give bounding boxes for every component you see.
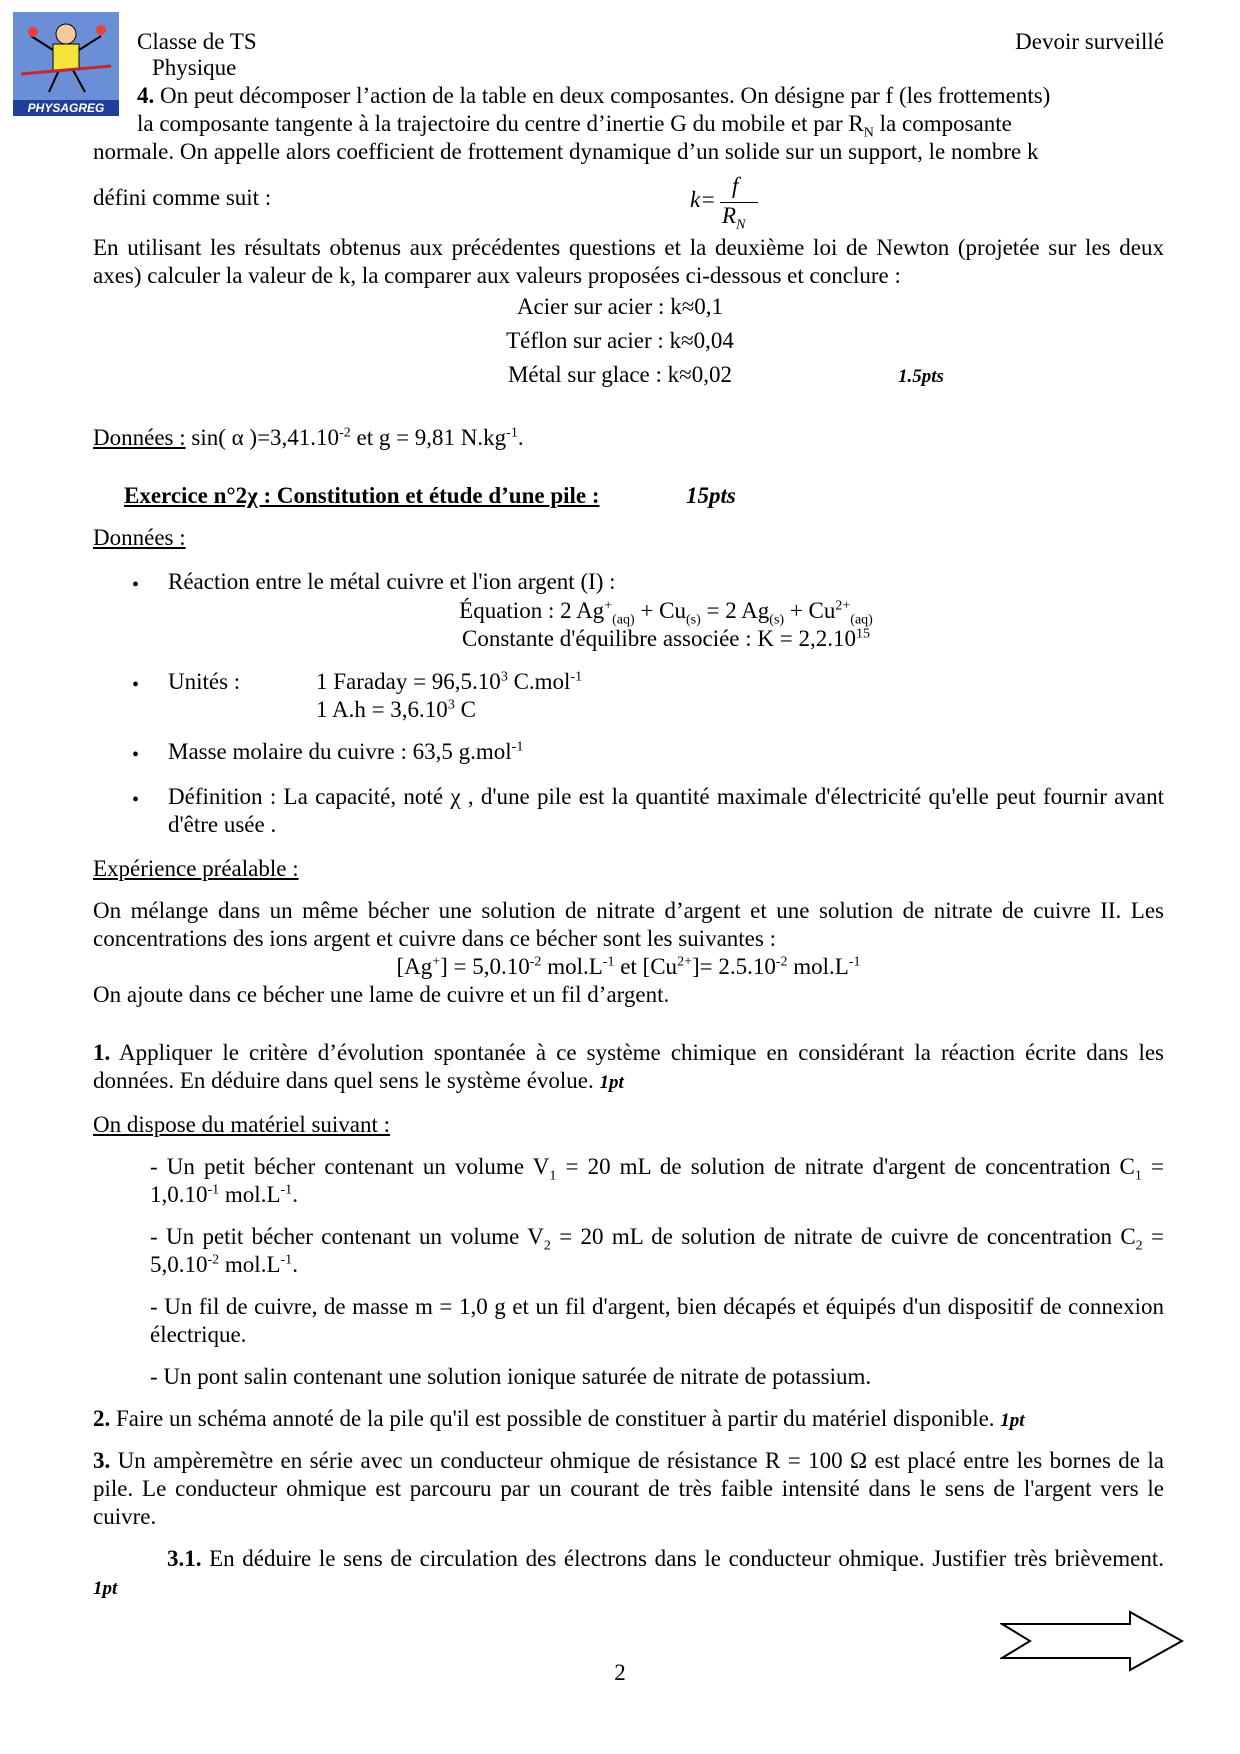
ex2-points: 15pts: [686, 483, 736, 508]
ex2-material-4: - Un pont salin contenant une solution ionique saturée de nitrate de potassium.: [150, 1364, 872, 1389]
eq-sup1: +: [604, 598, 613, 614]
k-value-metal: Métal sur glace : k≈0,02: [507, 362, 733, 387]
m1-c: = 1,0.10: [150, 1154, 1164, 1207]
ex2-experience-label: Expérience préalable :: [93, 856, 299, 881]
ex2-experience-text: On mélange dans un même bécher une solution de nitrate d’argent et une solution de nitrate de cuivre II. Les concentrations des ions argent et cuivre dans ce bécher sont les suivantes :: [93, 898, 1164, 951]
bullet-icon: •: [132, 674, 140, 696]
ex2-material-3: - Un fil de cuivre, de masse m = 1,0 g et un fil d'argent, bien décapés et équipés d'un dispositif de connexion électrique.: [150, 1294, 1164, 1347]
q2-points: 1pt: [1000, 1410, 1025, 1431]
q4-line2: [137, 110, 1012, 141]
q4-line2b: la composante: [873, 111, 1012, 136]
constant-text: Constante d'équilibre associée : K = 2,2.10: [462, 626, 856, 651]
k-formula: [690, 172, 790, 232]
ex2-title: [124, 482, 600, 510]
ex2-unit-ah: [316, 696, 476, 724]
conc-exp1: -2: [529, 954, 542, 970]
q4-line2-sub: N: [863, 125, 874, 141]
ex2-material-2: [150, 1223, 1164, 1279]
m1-a: - Un petit bécher contenant un volume V: [150, 1154, 550, 1179]
q4-line4: défini comme suit :: [93, 185, 272, 210]
conc-e: ]= 2.5.10: [691, 954, 776, 979]
conc-exp4: -1: [848, 954, 861, 970]
m1-sub1: 1: [549, 1168, 557, 1184]
m2-b: = 20 mL de solution de nitrate de cuivre de concentration C: [550, 1224, 1136, 1249]
eq-sub1: (aq): [612, 612, 635, 628]
conc-d: et [Cu: [614, 954, 678, 979]
conc-sup3: 2+: [677, 954, 692, 970]
ex2-donnees-label: Données :: [93, 525, 186, 550]
conc-f: mol.L: [787, 954, 849, 979]
ex2-definition: Définition : La capacité, noté χ , d'une pile est la quantité maximale d'électricité qu'elle peut fournir avant d'être usée .: [168, 784, 1164, 837]
header-class: Classe de TS: [137, 29, 257, 54]
donnees-1: [93, 424, 1164, 452]
bullet-icon: •: [132, 789, 140, 811]
q1-text: Appliquer le critère d’évolution spontanée à ce système chimique en considérant la réaction écrite dans les données. En déduire dans quel sens le système évolue.: [93, 1040, 1164, 1093]
ex2-question-3: [93, 1447, 1164, 1531]
bullet-icon: •: [132, 744, 140, 766]
q4-line3: normale. On appelle alors coefficient de frottement dynamique d’un solide sur un support, le nombre k: [93, 139, 1039, 164]
k-value-teflon: Téflon sur acier : k≈0,04: [506, 328, 734, 353]
physagreg-logo: [13, 12, 119, 116]
m2-sub1: 2: [543, 1238, 551, 1254]
m2-e: .: [292, 1252, 298, 1277]
eq-sup4: 2+: [835, 598, 851, 614]
m2-exp1: -2: [207, 1252, 220, 1268]
m2-exp2: -1: [280, 1252, 293, 1268]
donnees-1-exp1: -2: [339, 425, 351, 441]
q1-number: 1.: [93, 1040, 111, 1065]
ex2-constant: [168, 625, 1164, 653]
m2-a: - Un petit bécher contenant un volume V: [150, 1224, 544, 1249]
q1-points: 1pt: [599, 1072, 624, 1093]
ex2-reaction-title: Réaction entre le métal cuivre et l'ion argent (I) :: [168, 569, 616, 594]
eq-part-d: + Cu: [784, 598, 836, 623]
conc-exp2: -1: [602, 954, 615, 970]
conc-sup1: +: [432, 954, 441, 970]
molar-mass-exp: -1: [511, 739, 524, 755]
unit1-exp1: 3: [500, 669, 508, 685]
eq-part-b: + Cu: [634, 598, 686, 623]
q31-points: 1pt: [93, 1578, 118, 1599]
m1-e: .: [292, 1182, 298, 1207]
formula-numerator: f: [732, 173, 739, 198]
ex2-unit-faraday: [316, 668, 582, 696]
logo-banner: PHYSAGREG: [13, 100, 119, 116]
conc-a: [Ag: [396, 954, 433, 979]
logo-figure-icon: [13, 12, 119, 100]
m1-sub2: 1: [1134, 1168, 1142, 1184]
unit1-exp2: -1: [570, 669, 583, 685]
formula-den-text: R: [722, 203, 737, 228]
unit2-b: C: [454, 697, 476, 722]
m1-b: = 20 mL de solution de nitrate d'argent de concentration C: [556, 1154, 1135, 1179]
q3-number: 3.: [93, 1448, 111, 1473]
header-subject: Physique: [152, 55, 237, 80]
donnees-1-text-a: sin( α )=3,41.10: [185, 425, 340, 450]
q2-text: Faire un schéma annoté de la pile qu'il est possible de constituer à partir du matériel disponible.: [110, 1406, 1001, 1431]
q4-line1-text: On peut décomposer l’action de la table en deux composantes. On désigne par f (les frottements): [160, 83, 1051, 108]
unit1-b: C.mol: [507, 669, 571, 694]
ex2-title-text: Exercice n°2χ : Constitution et étude d’une pile :: [124, 483, 600, 508]
q3-text: Un ampèremètre en série avec un conducteur ohmique de résistance R = 100 Ω est placé entre les bornes de la pile. Le conducteur ohmique est parcouru par un courant de très faible intensité dans le sens de l'argent vers le cuivre.: [93, 1448, 1164, 1529]
ex2-material-1: [150, 1153, 1164, 1209]
ex2-concentrations: [93, 953, 1164, 981]
conc-b: ] = 5,0.10: [440, 954, 530, 979]
k-value-steel: Acier sur acier : k≈0,1: [516, 294, 724, 319]
q4-points: 1.5pts: [898, 366, 944, 387]
q4-line1: [137, 82, 1050, 110]
formula-denominator: [722, 202, 746, 233]
eq-sub3: (s): [769, 612, 785, 628]
m1-d: mol.L: [219, 1182, 281, 1207]
ex2-units-label: Unités :: [168, 669, 241, 694]
m2-d: mol.L: [219, 1252, 281, 1277]
q4-line2a: la composante tangente à la trajectoire du centre d’inertie G du mobile et par R: [137, 111, 864, 136]
q2-number: 2.: [93, 1406, 111, 1431]
q4-number: 4.: [137, 83, 155, 108]
conc-exp3: -2: [775, 954, 788, 970]
bullet-icon: •: [132, 574, 140, 596]
eq-sub4: (aq): [850, 612, 873, 628]
q31-text: En déduire le sens de circulation des électrons dans le conducteur ohmique. Justifier très brièvement.: [201, 1546, 1164, 1571]
m1-exp1: -1: [207, 1182, 220, 1198]
ex2-question-3-1: [93, 1545, 1164, 1603]
ex2-question-1: [93, 1039, 1164, 1097]
eq-part-c: = 2 Ag: [700, 598, 770, 623]
formula-den-sub: N: [736, 217, 746, 233]
m2-sub2: 2: [1135, 1238, 1143, 1254]
donnees-1-text-b: et g = 9,81 N.kg: [350, 425, 507, 450]
q31-number: 3.1.: [167, 1546, 202, 1571]
page-number: 2: [614, 1660, 626, 1685]
ex2-equation: [168, 597, 1164, 628]
m2-c: = 5,0.10: [150, 1224, 1164, 1277]
donnees-1-text-c: .: [517, 425, 524, 450]
ex2-material-label: On dispose du matériel suivant :: [93, 1112, 391, 1137]
m1-exp2: -1: [280, 1182, 293, 1198]
eq-sub2: (s): [685, 612, 701, 628]
molar-mass-text: Masse molaire du cuivre : 63,5 g.mol: [168, 739, 512, 764]
formula-k: k=: [690, 187, 716, 212]
constant-exp: 15: [855, 626, 870, 642]
unit1-a: 1 Faraday = 96,5.10: [316, 669, 501, 694]
donnees-1-label: Données :: [93, 425, 186, 450]
eq-part-a: Équation : 2 Ag: [459, 598, 605, 623]
ex2-question-2: [93, 1405, 1164, 1435]
header-doc-type: Devoir surveillé: [1015, 29, 1164, 54]
unit2-exp: 3: [447, 697, 455, 713]
donnees-1-exp2: -1: [506, 425, 518, 441]
q4-line5: En utilisant les résultats obtenus aux précédentes questions et la deuxième loi de Newton (projetée sur les deux axes) calculer la valeur de k, la comparer aux valeurs proposées ci-dessous et conclure :: [93, 235, 1164, 288]
unit2-a: 1 A.h = 3,6.10: [316, 697, 448, 722]
conc-c: mol.L: [541, 954, 603, 979]
ex2-experience-end: On ajoute dans ce bécher une lame de cuivre et un fil d’argent.: [93, 982, 670, 1007]
ex2-molar-mass: [168, 738, 523, 766]
